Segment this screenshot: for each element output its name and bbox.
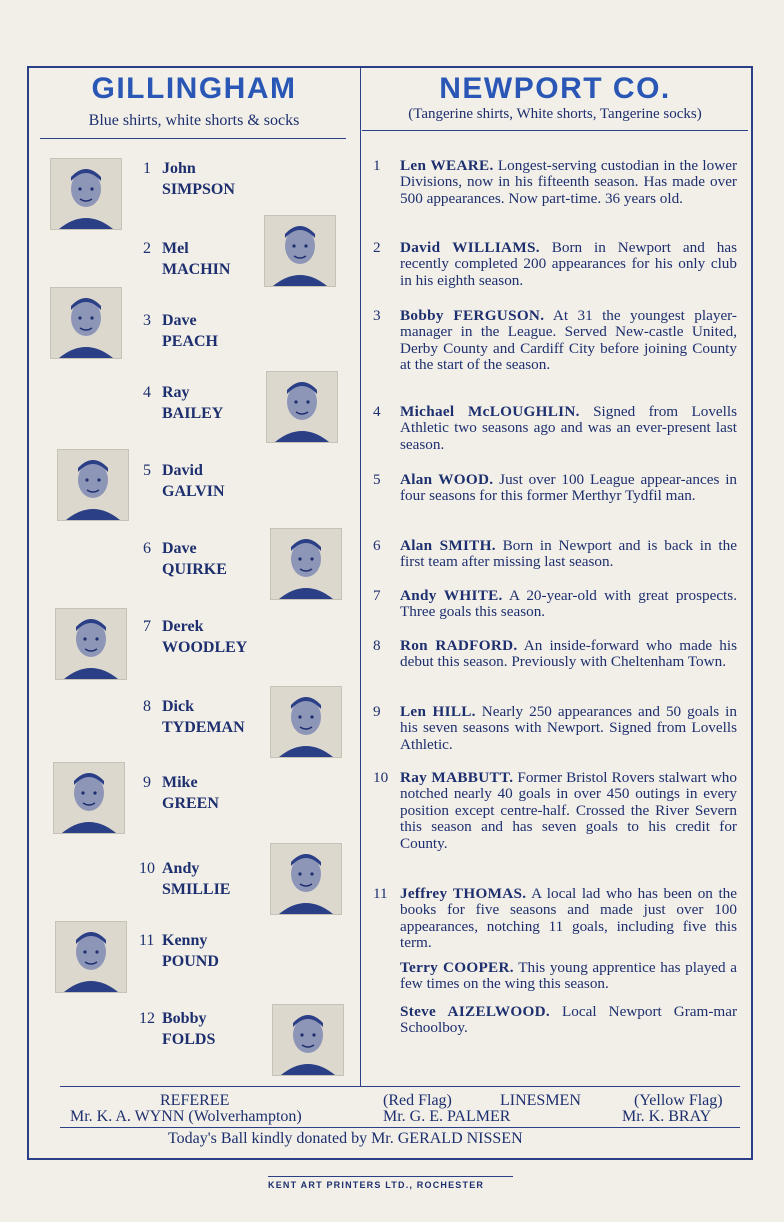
officials-top-rule <box>60 1086 740 1087</box>
home-player-first-name: Bobby <box>162 1010 207 1027</box>
home-player-first-name: David <box>162 462 203 479</box>
away-player-name: Len HILL. <box>400 703 476 720</box>
referee-name: Mr. K. A. WYNN (Wolverhampton) <box>70 1108 302 1125</box>
home-player-number: 9 <box>143 774 151 791</box>
home-player-first-name: Dave <box>162 540 197 557</box>
away-player-name: Alan WOOD. <box>400 471 494 488</box>
portrait-icon <box>56 922 126 992</box>
player-photo <box>266 371 338 443</box>
home-player-surname: SMILLIE <box>162 881 231 898</box>
home-player-number: 12 <box>139 1010 155 1027</box>
portrait-icon <box>271 529 341 599</box>
away-player-entry <box>373 1004 737 1037</box>
portrait-icon <box>273 1005 343 1075</box>
portrait-icon <box>271 687 341 757</box>
home-player-first-name: John <box>162 160 196 177</box>
player-photo <box>264 215 336 287</box>
home-player-surname: POUND <box>162 953 219 970</box>
player-photo <box>270 843 342 915</box>
away-player-entry <box>373 886 737 952</box>
away-player-name: Terry COOPER. <box>400 959 514 976</box>
home-player-number: 8 <box>143 698 151 715</box>
away-player-description: Local Newport Gram-mar Schoolboy. <box>400 1003 738 1037</box>
away-player-number: 7 <box>373 587 381 604</box>
away-player-name: Jeffrey THOMAS. <box>400 885 527 902</box>
column-divider <box>360 66 361 1086</box>
home-team-name: GILLINGHAM <box>91 72 297 105</box>
away-player-description: Longest-serving custodian in the lower Divisions, now in his fifteenth season. Has made over 500 appearances. Now part-time. 36 years old. <box>400 157 737 207</box>
home-player-number: 11 <box>139 932 155 949</box>
portrait-icon <box>271 844 341 914</box>
portrait-icon <box>58 450 128 520</box>
away-player-name: Andy WHITE. <box>400 587 503 604</box>
away-player-entry <box>373 538 737 571</box>
home-player-first-name: Dick <box>162 698 194 715</box>
home-player-number: 3 <box>143 312 151 329</box>
away-player-entry <box>373 158 737 207</box>
portrait-icon <box>54 763 124 833</box>
away-player-description: Born in Newport and has recently completed 200 appearances for his only club in his eighth season. <box>400 239 737 289</box>
away-player-entry <box>373 404 737 453</box>
home-player-first-name: Dave <box>162 312 197 329</box>
home-player-surname: TYDEMAN <box>162 719 245 736</box>
home-player-first-name: Mike <box>162 774 198 791</box>
red-flag-label: (Red Flag) <box>383 1092 452 1109</box>
home-player-number: 5 <box>143 462 151 479</box>
away-player-description: At 31 the youngest player-manager in the League. Served New-castle United, Derby County and Cardiff City before joining County at the start of the season. <box>400 307 737 374</box>
printer-credit: KENT ART PRINTERS LTD., ROCHESTER <box>268 1180 485 1190</box>
away-player-number: 5 <box>373 471 381 488</box>
home-player-number: 6 <box>143 540 151 557</box>
away-player-number: 4 <box>373 403 381 420</box>
home-player-number: 4 <box>143 384 151 401</box>
player-photo <box>272 1004 344 1076</box>
home-player-first-name: Kenny <box>162 932 208 949</box>
player-photo <box>55 608 127 680</box>
away-player-description: Just over 100 League appear-ances in four seasons for this former Merthyr Tydfil man. <box>400 471 738 505</box>
away-player-number: 2 <box>373 239 381 256</box>
home-player-surname: MACHIN <box>162 261 231 278</box>
player-photo <box>270 528 342 600</box>
home-player-number: 1 <box>143 160 151 177</box>
home-player-surname: GREEN <box>162 795 219 812</box>
player-photo <box>50 287 122 359</box>
home-player-number: 2 <box>143 240 151 257</box>
away-kit: (Tangerine shirts, White shorts, Tangerine socks) <box>408 106 702 122</box>
away-player-name: David WILLIAMS. <box>400 239 540 256</box>
away-player-description: An inside-forward who made his debut this season. Previously with Cheltenham Town. <box>400 637 737 671</box>
portrait-icon <box>56 609 126 679</box>
away-player-entry <box>373 308 737 374</box>
player-photo <box>57 449 129 521</box>
home-player-number: 7 <box>143 618 151 635</box>
away-player-number: 10 <box>373 769 389 786</box>
away-player-description: This young apprentice has played a few times on the wing this season. <box>400 959 737 993</box>
linesman-2: Mr. K. BRAY <box>622 1108 712 1125</box>
away-player-description: Nearly 250 appearances and 50 goals in his seven seasons with Newport. Signed from Lovells Athletic. <box>400 703 737 753</box>
portrait-icon <box>265 216 335 286</box>
player-photo <box>53 762 125 834</box>
away-player-number: 3 <box>373 307 381 324</box>
away-player-name: Alan SMITH. <box>400 537 496 554</box>
home-kit: Blue shirts, white shorts & socks <box>88 112 300 129</box>
home-player-surname: QUIRKE <box>162 561 227 578</box>
yellow-flag-label: (Yellow Flag) <box>634 1092 723 1109</box>
home-player-surname: BAILEY <box>162 405 224 422</box>
away-player-entry <box>373 638 737 671</box>
away-player-description: Born in Newport and is back in the first team after missing last season. <box>400 537 737 571</box>
home-player-surname: SIMPSON <box>162 181 235 198</box>
home-player-first-name: Mel <box>162 240 189 257</box>
home-player-surname: WOODLEY <box>162 639 248 656</box>
home-player-number: 10 <box>139 860 155 877</box>
linesmen-label: LINESMEN <box>500 1092 581 1109</box>
away-player-entry <box>373 240 737 289</box>
away-player-name: Ray MABBUTT. <box>400 769 514 786</box>
away-player-entry <box>373 960 737 993</box>
away-player-number: 8 <box>373 637 381 654</box>
away-player-entry <box>373 588 737 621</box>
away-player-description: A 20-year-old with great prospects. Three goals this season. <box>400 587 737 621</box>
away-player-name: Len WEARE. <box>400 157 494 174</box>
player-photo <box>270 686 342 758</box>
away-player-entry <box>373 770 737 852</box>
home-player-surname: PEACH <box>162 333 218 350</box>
referee-label: REFEREE <box>160 1092 230 1109</box>
away-player-number: 9 <box>373 703 381 720</box>
home-player-first-name: Ray <box>162 384 190 401</box>
home-player-first-name: Derek <box>162 618 204 635</box>
home-player-surname: GALVIN <box>162 483 225 500</box>
player-photo <box>55 921 127 993</box>
away-player-description: Former Bristol Rovers stalwart who notched nearly 40 goals in over 450 outings in every position except centre-half. Crossed the River Severn this season and has seven goals to his credit for County. <box>400 769 737 852</box>
away-player-description: A local lad who has been on the books for five seasons and made just over 100 appearances, notching 11 goals, including five this term. <box>400 885 738 952</box>
away-player-name: Ron RADFORD. <box>400 637 518 654</box>
away-team-name: NEWPORT CO. <box>439 72 671 105</box>
home-player-surname: FOLDS <box>162 1031 216 1048</box>
away-player-name: Steve AIZELWOOD. <box>400 1003 551 1020</box>
away-player-name: Bobby FERGUSON. <box>400 307 545 324</box>
portrait-icon <box>51 159 121 229</box>
away-player-number: 1 <box>373 157 381 174</box>
home-player-first-name: Andy <box>162 860 200 877</box>
away-player-entry <box>373 704 737 753</box>
away-player-description: Signed from Lovells Athletic two seasons ago and was an ever-present last season. <box>400 403 737 453</box>
player-photo <box>50 158 122 230</box>
linesman-1: Mr. G. E. PALMER <box>383 1108 511 1125</box>
ball-note: Today's Ball kindly donated by Mr. GERALD NISSEN <box>168 1130 523 1147</box>
printer-rule <box>268 1176 513 1177</box>
portrait-icon <box>51 288 121 358</box>
away-player-entry <box>373 472 737 505</box>
away-player-number: 11 <box>373 885 388 902</box>
portrait-icon <box>267 372 337 442</box>
away-player-name: Michael McLOUGHLIN. <box>400 403 580 420</box>
away-header-rule <box>362 130 748 131</box>
away-player-number: 6 <box>373 537 381 554</box>
officials-mid-rule <box>60 1127 740 1128</box>
home-header-rule <box>40 138 346 139</box>
